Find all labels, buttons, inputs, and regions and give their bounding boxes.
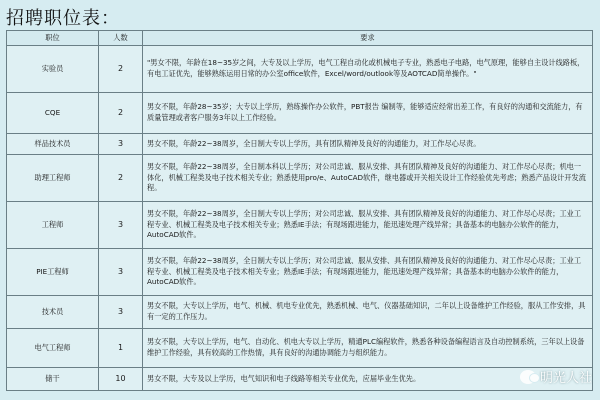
- count-cell: 2: [99, 155, 143, 202]
- position-cell: 电气工程师: [7, 329, 99, 368]
- job-table-container: [6, 30, 592, 391]
- job-table: [6, 30, 593, 391]
- position-cell: 助理工程师: [7, 155, 99, 202]
- count-cell: 3: [99, 202, 143, 249]
- requirement-cell: 男女不限，大专及以上学历，电气知识和电子线路等相关专业优先，应届毕业生优先。: [143, 368, 593, 391]
- count-cell: 2: [99, 46, 143, 93]
- requirement-cell: 男女不限，大专以上学历，电气、机械、机电专业优先，熟悉机械、电气、仪器基础知识，二年以上设备维护工作经验，服从工作安排，具有一定的工作压力。: [143, 296, 593, 329]
- position-cell: 样品技术员: [7, 134, 99, 155]
- position-cell: PIE工程师: [7, 249, 99, 296]
- watermark: [520, 367, 592, 386]
- table-row: [7, 134, 593, 155]
- count-cell: 1: [99, 329, 143, 368]
- table-row: [7, 296, 593, 329]
- wechat-icon: [520, 370, 536, 384]
- count-cell: 2: [99, 93, 143, 134]
- column-header-requirement: 要求: [143, 31, 593, 46]
- position-cell: 技术员: [7, 296, 99, 329]
- table-row: [7, 46, 593, 93]
- requirement-cell: 男女不限，年龄22~38周岁，全日制大专以上学历；对公司忠诚、服从安排、具有团队精神及良好的沟通能力、对工作尽心尽责；工业工程专业、机械工程类及电子技术相关专业；熟悉IE手法；有现场跟进能力，能迅速处理产线异常；具备基本的电脑办公软件的能力，AutoCAD软件。: [143, 202, 593, 249]
- column-header-count: 人数: [99, 31, 143, 46]
- table-row: [7, 155, 593, 202]
- page-title: 招聘职位表：: [6, 8, 120, 29]
- position-cell: 实验员: [7, 46, 99, 93]
- requirement-cell: 男女不限，年龄22~38周岁，全日制本科以上学历；对公司忠诚、服从安排、具有团队精神及良好的沟通能力、对工作尽心尽责；机电一体化，机械工程类及电子技术相关专业；熟悉使用pro/e、AutoCAD软件，继电器或开关相关设计工作经验优先考虑；熟悉产品设计开发流程。: [143, 155, 593, 202]
- table-row: [7, 249, 593, 296]
- table-header-row: [7, 31, 593, 46]
- table-row: [7, 368, 593, 391]
- requirement-cell: 男女不限，大专以上学历，电气、自动化、机电大专以上学历，精通PLC编程软件，熟悉各种设备编程语言及自动控制系统，三年以上设备维护工作经验，具有较高的工作热情，具有良好的沟通协调能力与组织能力。: [143, 329, 593, 368]
- column-header-position: 职位: [7, 31, 99, 46]
- requirement-cell: 男女不限，年龄22~38周岁，全日制大专以上学历，具有团队精神及良好的沟通能力，对工作尽心尽责。: [143, 134, 593, 155]
- requirement-cell: 男女不限，年龄22~38周岁，全日制大专以上学历；对公司忠诚、服从安排、具有团队精神及良好的沟通能力、对工作尽心尽责；工业工程专业、机械工程类及电子技术相关专业；熟悉IE手法；有现场跟进能力，能迅速处理产线异常；具备基本的电脑办公软件的能力，AutoCAD软件。: [143, 249, 593, 296]
- position-cell: 储干: [7, 368, 99, 391]
- count-cell: 3: [99, 249, 143, 296]
- position-cell: CQE: [7, 93, 99, 134]
- watermark-text: 明光人社: [539, 371, 592, 386]
- requirement-cell: "男女不限，年龄在18~35岁之间，大专及以上学历，电气工程自动化或机械电子专业，熟悉电子电路，电气原理，能够自主设计线路板，有电工证优先，能够熟练运用日常的办公室office软件，Excel/word/outlook等及AOTCAD简单操作。": [143, 46, 593, 93]
- table-row: [7, 329, 593, 368]
- count-cell: 3: [99, 134, 143, 155]
- table-row: [7, 93, 593, 134]
- count-cell: 10: [99, 368, 143, 391]
- count-cell: 3: [99, 296, 143, 329]
- position-cell: 工程师: [7, 202, 99, 249]
- requirement-cell: 男女不限，年龄28~35岁；大专以上学历，熟练操作办公软件，PBT报告 编制等，能够适应经常出差工作，有良好的沟通和交流能力，有质量管理或者客户服务3年以上工作经验。: [143, 93, 593, 134]
- table-row: [7, 202, 593, 249]
